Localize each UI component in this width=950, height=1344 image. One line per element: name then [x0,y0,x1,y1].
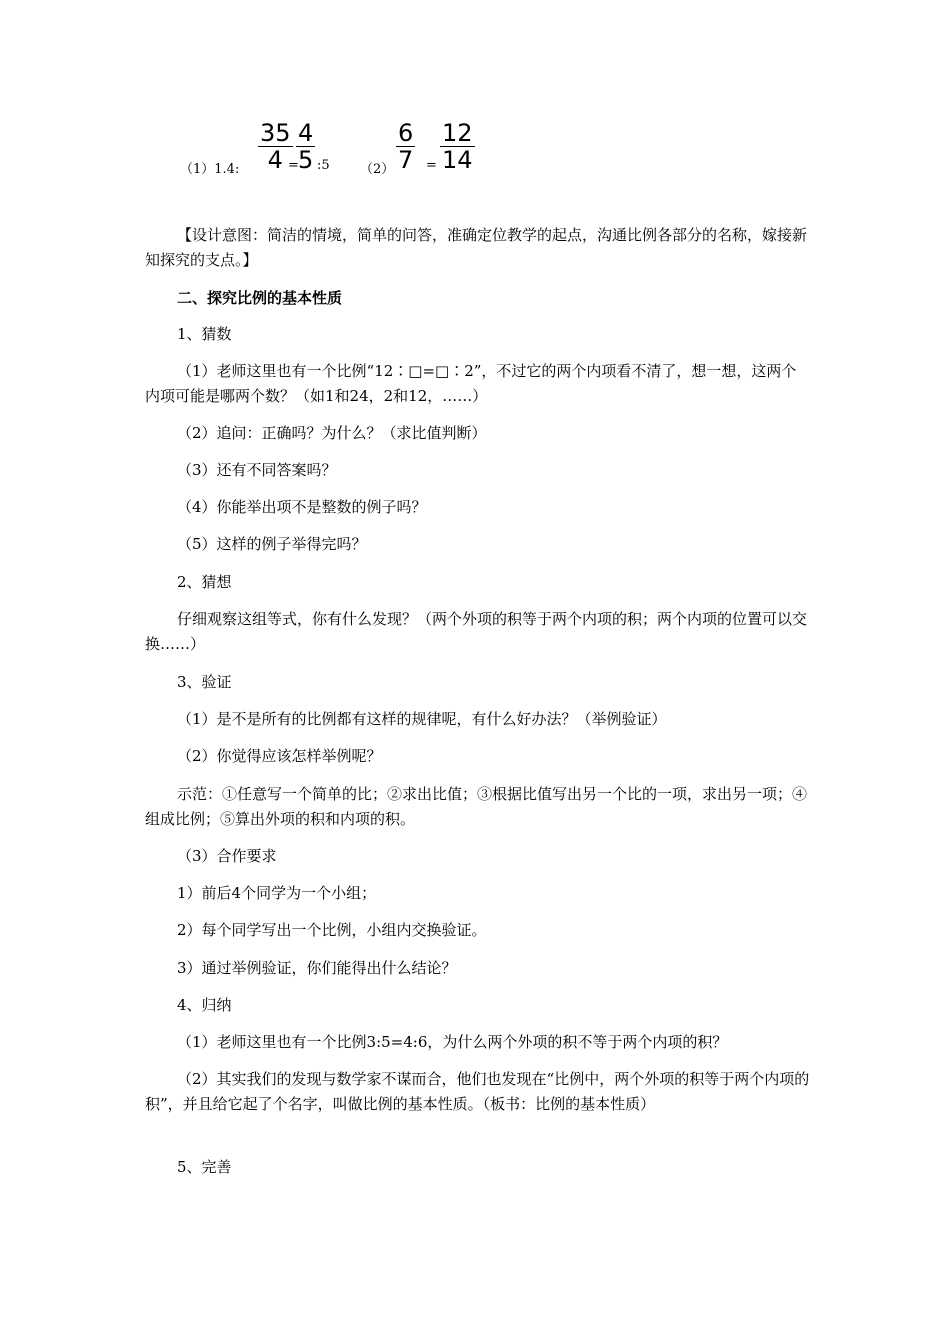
step-5-title: 5、完善 [177,1158,232,1176]
section-2-title: 二、探究比例的基本性质 [177,289,343,307]
design-intent: 【设计意图：简洁的情境，简单的问答，准确定位教学的起点，沟通比例各部分的名称，嫁接新知探究的支点。】 [145,226,808,269]
step-1-question-3: （3）还有不同答案吗？ [177,461,337,479]
step-3-question-1: （1）是不是所有的比例都有这样的规律呢，有什么好办法？（举例验证） [177,710,667,728]
equals-sign: = [288,158,299,173]
fraction-denominator: 4 [267,146,283,174]
step-2-text: 仔细观察这组等式，你有什么发现？（两个外项的积等于两个内项的积；两个内项的位置可以交换……） [145,610,808,653]
fraction-denominator: 14 [442,146,473,174]
equals-sign: = [426,158,437,173]
fraction-numerator: 6 [398,119,414,147]
step-3-question-2: （2）你觉得应该怎样举例呢？ [177,747,382,765]
fraction-12-over-14 [440,120,475,173]
fraction-6-over-7 [396,120,415,173]
step-3-requirement-2: 2）每个同学写出一个比例，小组内交换验证。 [177,921,487,939]
step-4-title: 4、归纳 [177,996,232,1014]
step-3-question-3: （3）合作要求 [177,847,277,865]
step-3-title: 3、验证 [177,673,232,691]
step-3-requirement-1: 1）前后4个同学为一个小组； [177,884,377,902]
fraction-denominator: 7 [398,146,414,174]
formula-2-prefix: （2） [360,162,395,177]
fraction-numerator: 12 [442,119,473,147]
step-4-question-2: （2）其实我们的发现与数学家不谋而合，他们也发现在“比例中，两个外项的积等于两个内项的积”，并且给它起了个名字，叫做比例的基本性质。（板书：比例的基本性质） [145,1070,810,1113]
step-1-title: 1、猜数 [177,325,232,343]
step-4-question-1: （1）老师这里也有一个比例3:5=4:6，为什么两个外项的积不等于两个内项的积？ [177,1033,728,1051]
step-3-requirement-3: 3）通过举例验证，你们能得出什么结论？ [177,959,457,977]
step-1-question-2: （2）追问：正确吗？为什么？（求比值判断） [177,424,487,442]
step-2-title: 2、猜想 [177,573,232,591]
fraction-numerator: 4 [298,119,314,147]
fraction-4-over-5 [296,120,315,173]
fraction-numerator: 35 [260,119,291,147]
formula-1-suffix: :5 [317,158,330,173]
step-3-demo: 示范：①任意写一个简单的比；②求出比值；③根据比值写出另一个比的一项，求出另一项；④组成比例；⑤算出外项的积和内项的积。 [145,785,808,828]
step-1-question-5: （5）这样的例子举得完吗？ [177,535,367,553]
step-1-question-1: （1）老师这里也有一个比例“12∶□=□∶2”，不过它的两个内项看不清了，想一想，这两个内项可能是哪两个数？（如1和24，2和12，……） [145,362,797,405]
step-1-question-4: （4）你能举出项不是整数的例子吗？ [177,498,427,516]
formula-1-prefix: （1）1.4: [180,162,240,177]
fraction-denominator: 5 [298,146,314,174]
